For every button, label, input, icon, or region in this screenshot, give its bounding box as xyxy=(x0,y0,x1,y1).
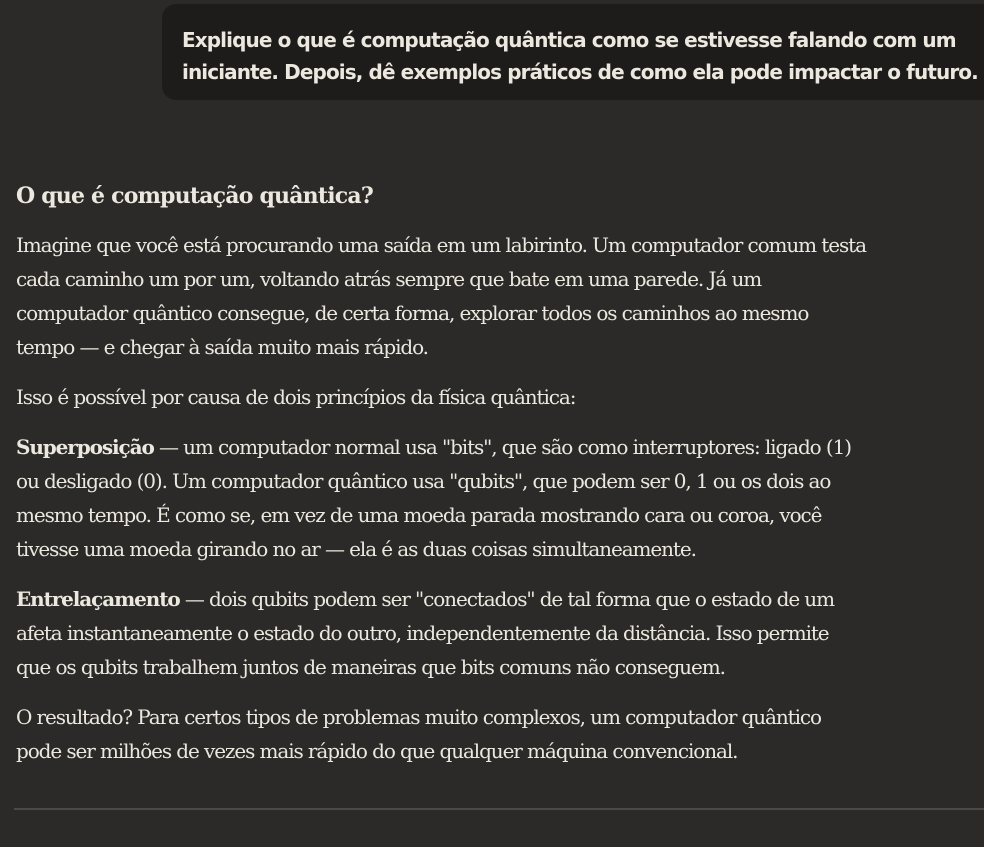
user-message-bubble xyxy=(162,4,984,100)
result-paragraph xyxy=(16,700,984,768)
superposition-text: — um computador normal usa "bits", que são como interruptores: ligado (1) xyxy=(153,435,851,459)
paragraph-line: ou desligado (0). Um computador quântico usa "qubits", que podem ser 0, 1 ou os dois ao xyxy=(16,469,831,493)
response-heading: O que é computação quântica? xyxy=(16,183,373,209)
paragraph-line: computador quântico consegue, de certa forma, explorar todos os caminhos ao mesmo xyxy=(16,301,809,325)
intro-paragraph xyxy=(16,228,984,364)
entanglement-paragraph xyxy=(16,582,984,684)
entanglement-text: — dois qubits podem ser "conectados" de tal forma que o estado de um xyxy=(179,587,834,611)
paragraph-line: pode ser milhões de vezes mais rápido do que qualquer máquina convencional. xyxy=(16,739,738,763)
paragraph-line: que os qubits trabalhem juntos de maneiras que bits comuns não conseguem. xyxy=(16,655,725,679)
entanglement-term: Entrelaçamento xyxy=(16,587,180,611)
paragraph-line: tivesse uma moeda girando no ar — ela é as duas coisas simultaneamente. xyxy=(16,537,696,561)
user-message-line: Explique o que é computação quântica como se estivesse falando com um xyxy=(182,28,956,52)
section-divider xyxy=(14,808,984,810)
paragraph-line xyxy=(16,430,984,464)
assistant-response xyxy=(16,176,984,784)
paragraph-line: Isso é possível por causa de dois princípios da física quântica: xyxy=(16,385,576,409)
paragraph-line: Imagine que você está procurando uma saída em um labirinto. Um computador comum testa xyxy=(16,233,866,257)
paragraph-line: afeta instantaneamente o estado do outro, independentemente da distância. Isso permite xyxy=(16,621,829,645)
paragraph-line: cada caminho um por um, voltando atrás sempre que bate em uma parede. Já um xyxy=(16,267,762,291)
superposition-term: Superposição xyxy=(16,435,154,459)
paragraph-line: tempo — e chegar à saída muito mais rápido. xyxy=(16,335,428,359)
paragraph-line xyxy=(16,582,984,616)
paragraph-line: mesmo tempo. É como se, em vez de uma moeda parada mostrando cara ou coroa, você xyxy=(16,503,822,527)
user-message-line: iniciante. Depois, dê exemplos práticos de como ela pode impactar o futuro. xyxy=(182,60,978,84)
paragraph-line: O resultado? Para certos tipos de problemas muito complexos, um computador quântico xyxy=(16,705,821,729)
superposition-paragraph xyxy=(16,430,984,566)
principles-intro-paragraph xyxy=(16,380,984,414)
